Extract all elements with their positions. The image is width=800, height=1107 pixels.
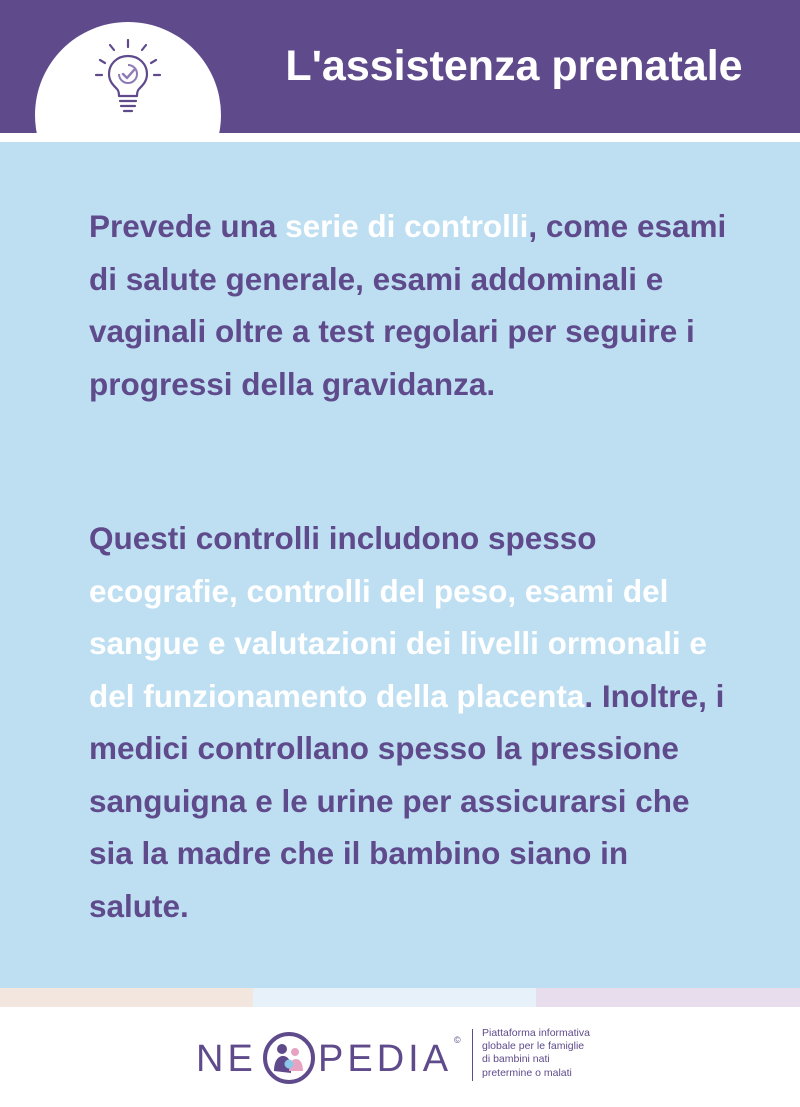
footer (0, 1007, 800, 1107)
paragraph-2-text-a: Questi controlli includono spesso (89, 520, 597, 556)
color-strip-peach (0, 988, 253, 1007)
logo-text-pedia: PEDIA (318, 1038, 453, 1080)
color-strip-blue (253, 988, 536, 1007)
logo-text-ne: NE (196, 1038, 257, 1080)
paragraph-2-text-b: . Inoltre, i medici controllano spesso la pressione sanguigna e le urine per assicurarsi che sia la madre che il bambino siano in salute. (89, 677, 725, 924)
paragraph-1-highlight: serie di controlli (285, 208, 529, 244)
page-title: L'assistenza prenatale (285, 42, 743, 90)
footer-tagline (482, 1027, 642, 1080)
content-panel (0, 142, 800, 988)
paragraph-1-text-a: Prevede una (89, 208, 286, 244)
lightbulb-check-icon (92, 38, 164, 118)
paragraph-1 (89, 200, 729, 410)
paragraph-2-highlight: ecografie, controlli del peso, esami del sangue e valutazioni dei livelli ormonali e del funzionamento della placenta (89, 572, 707, 714)
footer-divider (472, 1029, 473, 1081)
tagline-line: pretermine o malati (482, 1066, 572, 1079)
copyright-mark: © (454, 1035, 461, 1045)
paragraph-2 (89, 512, 729, 932)
color-strip-lilac (536, 988, 800, 1007)
header-divider (0, 133, 800, 142)
neopedia-family-logo-icon (262, 1031, 316, 1085)
tagline-line: Piattaforma informativa (482, 1027, 590, 1039)
paragraph-1-text-b: , come esami di salute generale, esami addominali e vaginali oltre a test regolari per seguire i progressi della gravidanza. (89, 208, 727, 402)
tagline-line: globale per le famiglie (482, 1040, 585, 1053)
tagline-line: di bambini nati (482, 1053, 550, 1066)
